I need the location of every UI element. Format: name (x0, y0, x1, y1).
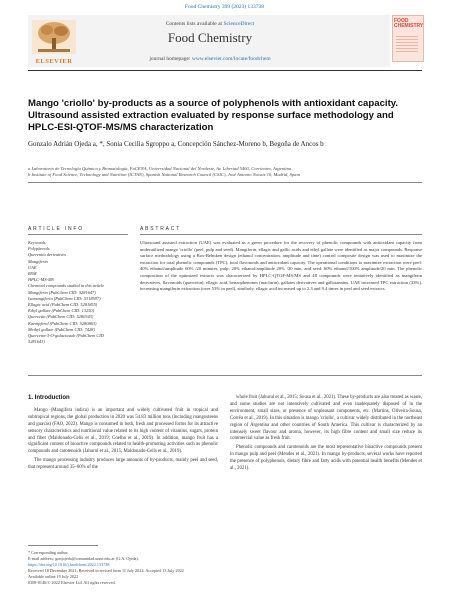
keyword-item: Kaempferol (PubChem CID: 5280863) (28, 320, 97, 326)
corresponding-email[interactable]: E-mail address: gonjojeda@comunidad.unne.edu.ar (G.A. Ojeda). (28, 556, 139, 561)
homepage-line (100, 56, 320, 62)
keyword-item: Polyphenols (28, 246, 50, 252)
homepage-prefix: journal homepage: (149, 56, 191, 62)
author-list[interactable]: Gonzalo Adrián Ojeda a, *, Sonia Cecilia Sgroppo a, Concepción Sánchez-Moreno b, Begoña de Ancos b (28, 140, 324, 148)
abstract-divider (140, 234, 422, 235)
sciencedirect-link[interactable]: ScienceDirect (223, 21, 255, 27)
info-divider (28, 234, 128, 235)
doi-link[interactable]: https://doi.org/10.1016/j.foodchem.2022.133738 (28, 562, 110, 567)
title-divider (28, 182, 422, 183)
body-paragraph: Phenolic compounds and carotenoids are the most representative bioactive compounds present in mango pulp and peel (Mendes et al., 2021). In mango by-products, several works have reported the presence of polyphenols, dietary fibre and fatty acids with potential health benefits (Mendes et al., 2021). (230, 445, 422, 472)
introduction-heading: 1. Introduction (28, 395, 70, 401)
footnote-block (28, 550, 228, 586)
keyword-item: Quercetin (PubChem CID: 5280343) (28, 314, 94, 320)
keyword-item: Ellagic acid (PubChem CID: 5281855) (28, 302, 98, 308)
publisher-name: ELSEVIER (35, 58, 73, 65)
journal-name: Food Chemistry (167, 30, 253, 45)
footnote-divider (28, 545, 98, 546)
keyword-item: Mangiferin (28, 258, 48, 264)
corresponding-author-note: * Corresponding author. (28, 550, 69, 555)
keyword-item: Mangiferin (PubChem CID: 5281647) (28, 289, 96, 295)
journal-homepage-link[interactable]: www.elsevier.com/locate/foodchem (191, 56, 271, 62)
body-paragraph: Mango (Mangifera indica) is an important and widely cultivated fruit in tropical and subtropical regions, the global production in 2020 was 54.83 million tons (including mangosteens and guavas) (FAO, 2022). Mango is consumed in both, fresh and processed forms for its attractive sensory characteristics and nutritional value related to its high content of vitamins, sugars, protein and fiber (Maldonado-Celis et al., 2019; Coelho et al., 2019). In addition, mango fruit has a significant content of bioactive compounds related to health-promoting activities such as phenolic compounds and carotenoids (Jahurul et al., 2015; Maldonado-Celis et al., 2019). (28, 407, 218, 455)
keyword-item: Methyl gallate (PubChem CID: 7428) (28, 326, 95, 332)
journal-reference[interactable]: Food Chemistry 399 (2023) 133738 (184, 4, 265, 10)
abstract-heading: ABSTRACT (140, 226, 182, 232)
body-right-column (230, 395, 422, 475)
cover-decoration (396, 36, 418, 54)
keywords-list (28, 240, 128, 345)
contents-line (100, 21, 320, 27)
header-divider (28, 70, 422, 71)
affiliation-a: a Laboratorio de Tecnología Química y Bromatología, FaCENA, Universidad Nacional del Nordeste, Av. Libertad 5460, Corrientes, Argentina (28, 166, 292, 171)
keyword-item: UAE (28, 264, 37, 270)
contents-prefix: Contents lists available at (165, 21, 223, 27)
affiliations (28, 166, 422, 178)
keyword-item: Ethyl gallate (PubChem CID: 13250) (28, 308, 95, 314)
available-online: Available online 19 July 2022 (28, 574, 79, 579)
keyword-item: Isomangiferin (PubChem CID: 5318597) (28, 295, 101, 301)
body-paragraph: The mango processing industry produces large amounts of by-products, mainly peel and seed, that represent around 35–60% of the (28, 458, 218, 471)
article-title: Mango 'criollo' by-products as a source of polyphenols with antioxidant capacity. Ultrasound assisted extraction evaluated by response surface methodology and HPLC-ESI-QTOF-MS/MS characterization (28, 98, 399, 133)
keyword-item: RSM (28, 271, 37, 277)
keyword-item: 5281643) (28, 339, 45, 345)
elsevier-tree-logo (30, 18, 78, 56)
issn-copyright: 0308-8146/© 2022 Elsevier Ltd. All rights reserved. (28, 580, 116, 585)
keyword-item: Keywords: (28, 240, 47, 245)
keyword-item: HPLC-MS-MS (28, 277, 54, 283)
keyword-item: Quercetin-3-O-galactoside (PubChem CID (28, 333, 104, 339)
body-paragraph: whole fruit (Jahurul et al., 2015; Sousa et al., 2021). These by-products are also treated as waste, and some studies are not intensively cultivated and even inadequately disposed of in the environment, small sizes, or presence of unpleasant components, etc. (Martins, Oliveira-Sousa, Corrêa et al., 2019). In this situation is mango 'criollo', a cultivar widely distributed in the northeast region of Argentina and other countries of South America. This cultivar is characterized by an intensely sweet flavour and aroma, however, its high fibre content and small size reduce its commercial value as fresh fruit. (230, 395, 422, 442)
keyword-item: Chemical compounds studied in this article (28, 283, 105, 289)
abstract-text: Ultrasound assisted extraction (UAE) was evaluated as a green procedure for the recovery of phenolic compounds with antioxidant capacity from underutilized mango 'criollo' (peel, pulp and seed). Mangiferin, ellagic and gallic acids and ethyl gallate were identified as major compounds. Response surface methodology using a Box-Behnken design (ethanol concentration, amplitude and time) control composite design was used to maximize the extraction for total phenolic compounds (TPC), total flavonoids and antioxidant capacity. The operational conditions to maximize extraction were peel: 40% ethanol/amplitude 60% /20 minutes, pulp: 20% ethanol/amplitude 20% /20 min, and seed: 60% ethanol/100% amplitude/20 min. The phenolic composition of the optimized extracts was characterized by HPLC-QTOF-MS/MS and 48 compounds were tentatively identified as mangiferin derivatives, flavonoids (quercetin), ellagic acid, benzophenones (maclurin), gallates derivatives and gallotannins. UAE increased TPC extraction (33%), increasing mangiferin extraction (over 53% in peel), similarly, ellagic acid increased up to 2.3 and 9.4 times in peel and seed extracts. (140, 240, 422, 292)
affiliation-b: b Institute of Food Science, Technology and Nutrition (ICTAN), Spanish National Research Council (CSIC), José Antonio Novais 10, Madrid, Spain (28, 172, 301, 177)
article-dates: Received 18 December 2021; Received in revised form 11 July 2022; Accepted 13 July 2022 (28, 568, 184, 573)
body-left-column (28, 395, 218, 474)
cover-title: FOOD CHEMISTRY (394, 18, 424, 29)
keyword-item: Querentia derivatives (28, 252, 66, 258)
article-info-heading: ARTICLE INFO (28, 226, 84, 232)
abstract-bottom-divider (28, 375, 422, 376)
